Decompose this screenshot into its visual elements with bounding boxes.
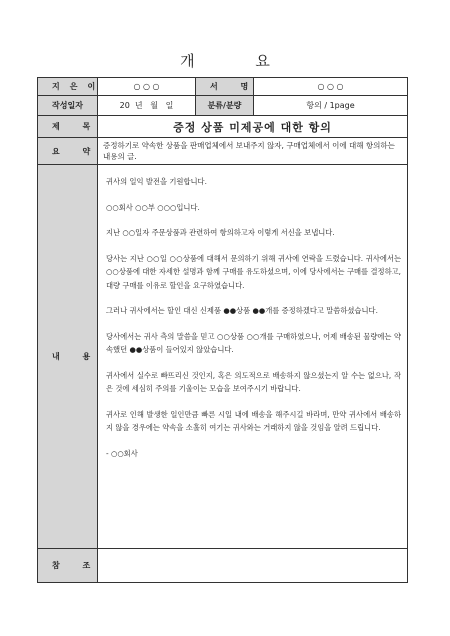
content-label: 내 용	[38, 165, 98, 549]
content-paragraph: 귀사로 인해 발생한 일인만큼 빠른 시일 내에 배송을 해주시길 바라며, 만약 귀사에서 배송하지 않을 경우에는 약속을 소홀히 여기는 귀사와는 거래하지 않을 것임을 알려 드립니다.	[106, 409, 401, 432]
category-value: 항의 / 1page	[254, 96, 408, 116]
category-label: 분류/분량	[196, 96, 254, 116]
summary-value: 증정하기로 약속한 상품을 판매업체에서 보내주지 않자, 구매업체에서 이에 대해 항의하는 내용의 글.	[98, 138, 408, 165]
overview-table	[37, 77, 408, 583]
content-paragraph: 당사에서는 귀사 측의 말씀을 믿고 ○○상품 ○○개를 구매하였으나, 어제 배송된 물량에는 약속했던 ●●상품이 들어있지 않았습니다.	[106, 331, 401, 354]
summary-label: 요 약	[38, 138, 98, 165]
page-title: 개 요	[180, 52, 298, 70]
signature-label: 서 명	[196, 78, 254, 96]
date-value: 20 년 월 일	[98, 96, 196, 116]
content-paragraph: ○○회사 ○○부 ○○○입니다.	[106, 202, 200, 212]
content-row	[38, 165, 408, 549]
sender-row	[38, 78, 408, 96]
reference-value	[98, 549, 408, 583]
date-label: 작성일자	[38, 96, 98, 116]
reference-label: 참 조	[38, 549, 98, 583]
sender-label: 지은이	[38, 78, 98, 96]
content-body	[98, 165, 408, 549]
subject-label: 제 목	[38, 116, 98, 138]
content-paragraph: 귀사에서 실수로 빠뜨리신 것인지, 혹은 의도적으로 배송하지 않으셨는지 알 수는 없으나, 작은 것에 세심히 주의를 기울이는 모습을 보여주시기 바랍니다.	[106, 370, 401, 393]
summary-row	[38, 138, 408, 165]
sender-value: ○ ○ ○	[98, 78, 196, 96]
date-row	[38, 96, 408, 116]
content-signoff: - ○○회사	[106, 448, 138, 458]
content-paragraph: 그러나 귀사에서는 할인 대신 신제품 ●●상품 ●●개를 증정하겠다고 말씀하셨습니다.	[106, 306, 378, 315]
content-paragraph: 당사는 지난 ○○일 ○○상품에 대해서 문의하기 위해 귀사에 연락을 드렸습니다. 귀사에서는 ○○상품에 대한 자세한 설명과 함께 구매를 유도하셨으며, 이에 당사에서는 구매를 결정하고, 대량 구매를 이유로 할인을 요구하였습니다.	[106, 253, 401, 290]
content-paragraph: 지난 ○○일자 주문상품과 관련하여 항의하고자 이렇게 서신을 보냅니다.	[106, 228, 335, 237]
subject-value: 증정 상품 미제공에 대한 항의	[98, 116, 408, 138]
subject-row	[38, 116, 408, 138]
content-paragraph: 귀사의 일익 발전을 기원합니다.	[106, 177, 207, 186]
signature-value: ○ ○ ○	[254, 78, 408, 96]
reference-row	[38, 549, 408, 583]
